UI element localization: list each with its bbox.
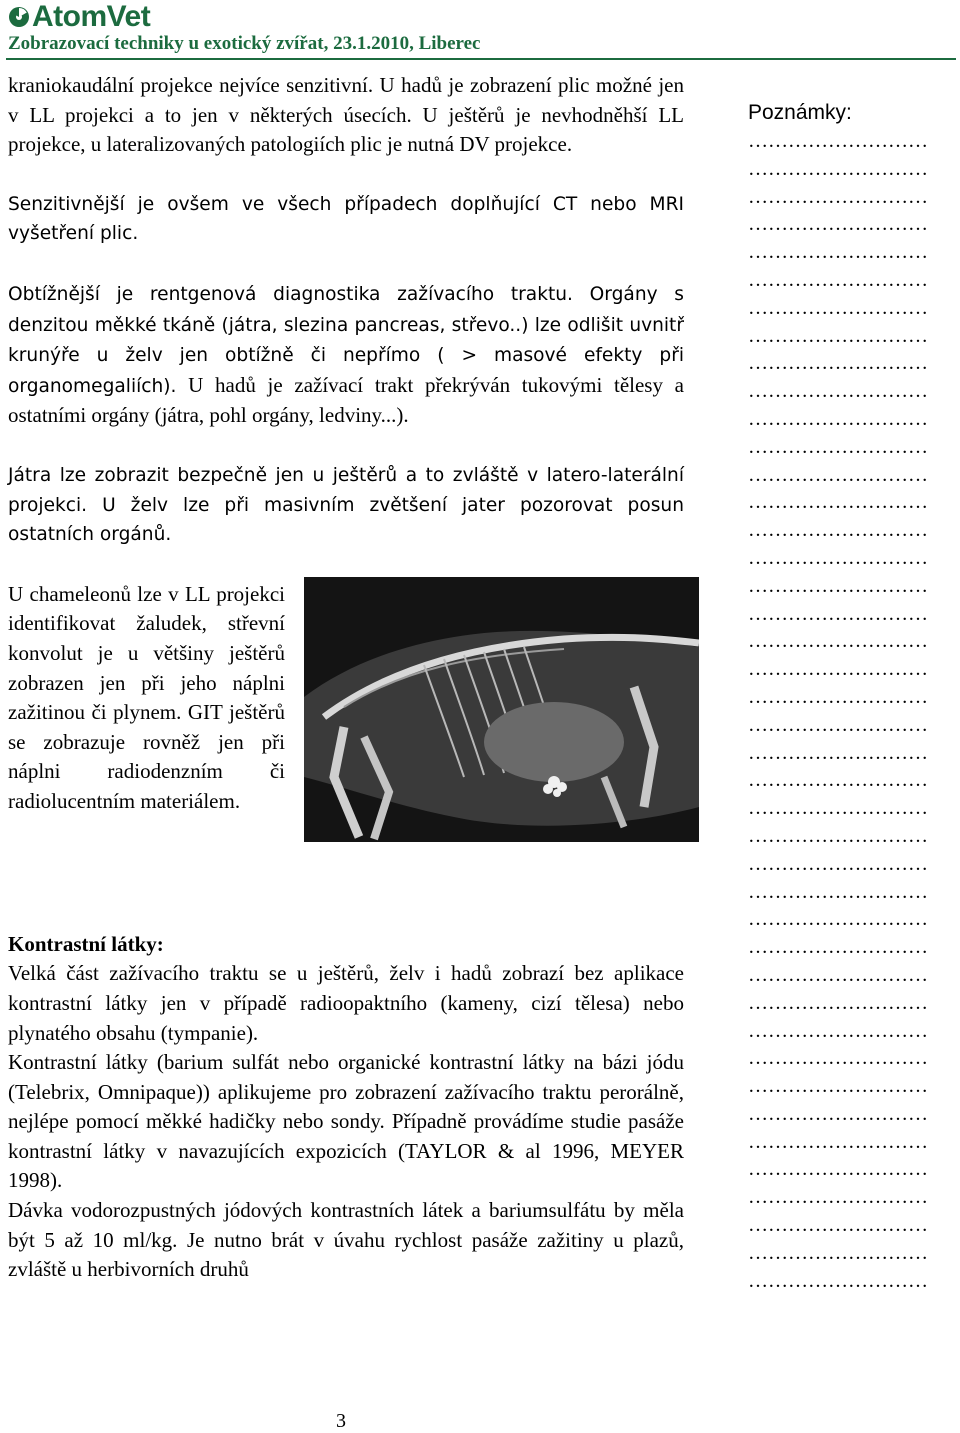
notes-line: ……………………… — [748, 241, 928, 264]
notes-line: ……………………… — [748, 1269, 928, 1292]
notes-line: ……………………… — [748, 630, 928, 653]
notes-line: ……………………… — [748, 519, 928, 542]
notes-line: ……………………… — [748, 713, 928, 736]
notes-line: ……………………… — [748, 296, 928, 319]
main-text — [8, 71, 684, 1285]
page-number: 3 — [336, 1410, 346, 1432]
chameleon-section — [8, 580, 684, 900]
notes-column — [748, 98, 960, 1295]
section-heading-contrast: Kontrastní látky: — [8, 931, 164, 956]
notes-line: ……………………… — [748, 991, 928, 1014]
notes-line: ……………………… — [748, 185, 928, 208]
notes-line: ……………………… — [748, 908, 928, 931]
notes-line: ……………………… — [748, 268, 928, 291]
header-subtitle: Zobrazovací techniky u exotický zvířat, 23.1.2010, Liberec — [8, 33, 481, 54]
radiation-icon — [8, 6, 30, 28]
logo-text: AtomVet — [32, 0, 151, 33]
notes-line: ……………………… — [748, 1214, 928, 1237]
notes-line: ……………………… — [748, 380, 928, 403]
notes-line: ……………………… — [748, 1186, 928, 1209]
logo — [8, 0, 150, 34]
xray-drawing — [304, 577, 699, 842]
notes-line: ……………………… — [748, 880, 928, 903]
notes-line: ……………………… — [748, 824, 928, 847]
notes-line: ……………………… — [748, 574, 928, 597]
notes-line: ……………………… — [748, 1047, 928, 1070]
paragraph-digestive — [8, 279, 684, 431]
paragraph-ct-mri: Senzitivnější je ovšem ve všech případech doplňující CT nebo MRI vyšetření plic. — [8, 193, 684, 245]
paragraph-liver: Játra lze zobrazit bezpečně jen u ještěrů a to zvláště v latero-laterální projekci. U želv lze při masivním zvětšení jater pozorovat posun ostatních orgánů. — [8, 464, 684, 546]
notes-title: Poznámky: — [748, 101, 852, 124]
digestive-snakes: U hadů je zažívací trakt překrýván tukovými tělesy a ostatními orgány (játra, pohl orgány, ledviny...). — [8, 372, 684, 428]
notes-line: ……………………… — [748, 685, 928, 708]
paragraph-contrast-dose: Dávka vodorozpustných jódových kontrastních látek a bariumsulfátu by měla být 5 až 10 ml/kg. Je nutno brát v úvahu rychlost pasáže zažitiny u plazů, zvláště u herbivorních druhů — [8, 1198, 684, 1282]
digestive-intro: Obtížnější je rentgenová diagnostika zažívacího traktu. — [8, 283, 573, 305]
notes-line: ……………………… — [748, 130, 928, 152]
notes-line: ……………………… — [748, 435, 928, 458]
paragraph-chameleon: U chameleonů lze v LL projekci identifikovat žaludek, střevní konvolut je u většiny ještěrů zobrazen jen při jeho náplni zažitinou či plynem. GIT ještěrů se zobrazuje rovněž jen při náplni radiodenzním či radiolucentním materiálem. — [8, 581, 285, 813]
notes-line: ……………………… — [748, 491, 928, 514]
notes-line: ……………………… — [748, 602, 928, 625]
notes-line: ……………………… — [748, 463, 928, 486]
header-rule — [6, 58, 956, 60]
notes-line: ……………………… — [748, 769, 928, 792]
notes-line: ……………………… — [748, 352, 928, 375]
notes-line: ……………………… — [748, 157, 928, 180]
notes-line: ……………………… — [748, 658, 928, 681]
notes-line: ……………………… — [748, 1102, 928, 1125]
notes-line: ……………………… — [748, 324, 928, 347]
notes-line: ……………………… — [748, 797, 928, 820]
notes-line: ……………………… — [748, 936, 928, 959]
xray-image — [304, 577, 699, 842]
paragraph-contrast-1: Velká část zažívacího traktu se u ještěrů, želv i hadů zobrazí bez aplikace kontrastní látky jen v případě radioopaktního (kameny, cizí tělesa) nebo plynatého obsahu (tympanie). — [8, 961, 684, 1045]
notes-line: ……………………… — [748, 407, 928, 430]
notes-line: ……………………… — [748, 213, 928, 236]
notes-line: ……………………… — [748, 741, 928, 764]
notes-lines — [748, 128, 960, 1295]
paragraph-contrast-2: Kontrastní látky (barium sulfát nebo organické kontrastní látky na bázi jódu (Telebrix, Omnipaque)) aplikujeme pro zobrazení zažívacího traktu perorálně, nejlépe pomocí měkké hadičky nebo sondy. Případně provádíme studie pasáže kontrastní látky v navazujících expozicích (TAYLOR & al 1996, MEYER 1998). — [8, 1050, 684, 1193]
notes-line: ……………………… — [748, 963, 928, 986]
notes-line: ……………………… — [748, 1019, 928, 1042]
paragraph-lungs: kraniokaudální projekce nejvíce senzitivní. U hadů je zobrazení plic možné jen v LL projekci a to jen v některých úsecích. U ještěrů je nevhodněhší LL projekce, u lateralizovaných patologiích plic je nutná DV projekce. — [8, 73, 684, 157]
notes-line: ……………………… — [748, 1130, 928, 1153]
notes-line: ……………………… — [748, 1075, 928, 1098]
notes-line: ……………………… — [748, 852, 928, 875]
notes-line: ……………………… — [748, 1158, 928, 1181]
digestive-organs: Orgány s denzitou měkké tkáně (játra, slezina pancreas, střevo..) lze odlišit uvnitř krunýře u želv jen obtížně či nepřímo ( > masové efekty při organomegaliích). — [8, 283, 684, 397]
notes-line: ……………………… — [748, 1241, 928, 1264]
notes-line: ……………………… — [748, 546, 928, 569]
